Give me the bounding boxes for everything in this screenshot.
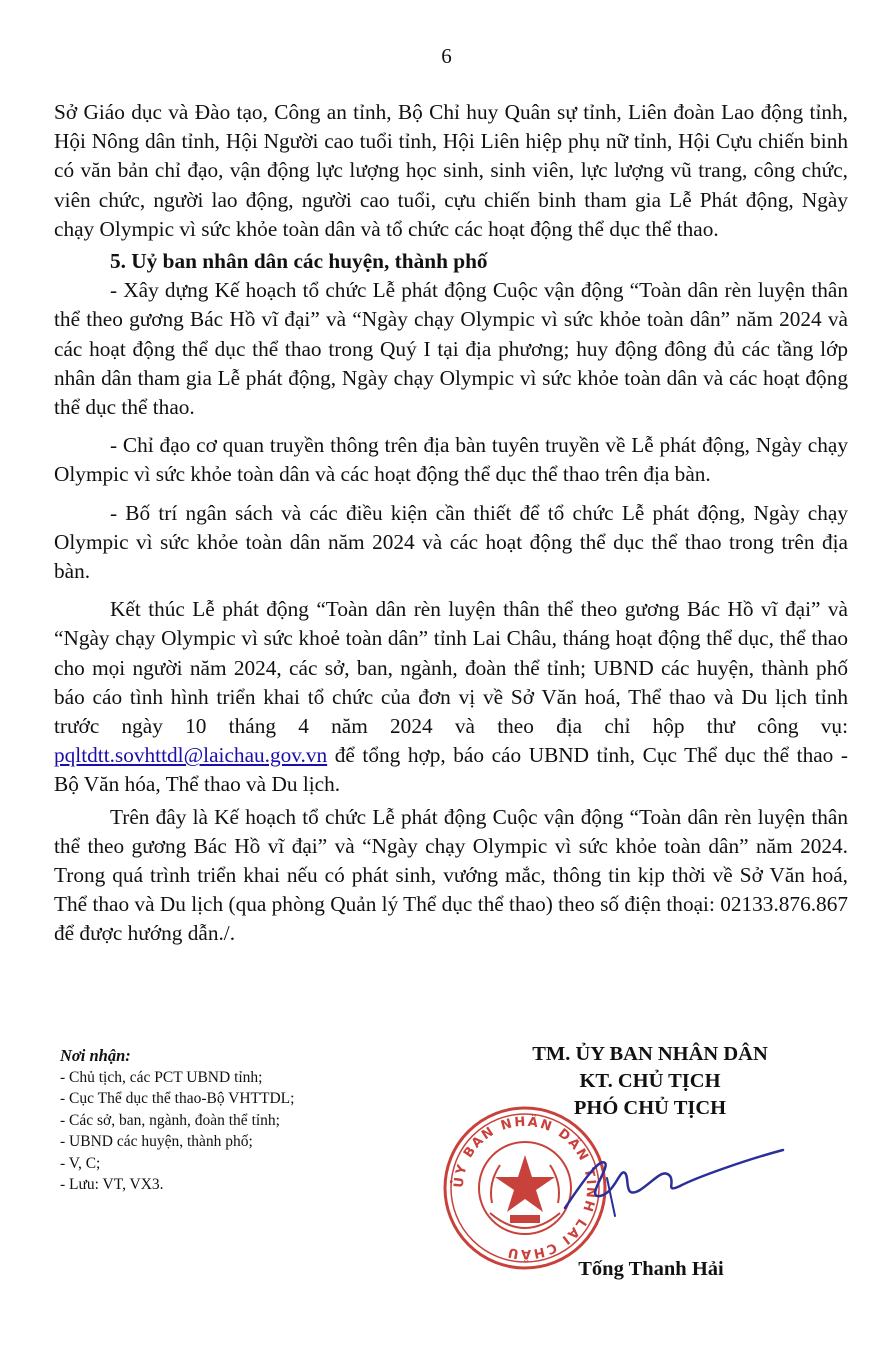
handwritten-signature-icon xyxy=(545,1138,785,1218)
paragraph-media: - Chỉ đạo cơ quan truyền thông trên địa bàn tuyên truyền về Lễ phát động, Ngày chạy Olympic vì sức khỏe toàn dân và các hoạt động thể dục thể thao trên địa bàn. xyxy=(54,433,848,487)
report-text: Kết thúc Lễ phát động “Toàn dân rèn luyện thân thể theo gương Bác Hồ vĩ đại” và “Ngày chạy Olympic vì sức khoẻ toàn dân” tỉnh Lai Châu, tháng hoạt động thể dục, thể thao cho mọi người năm 2024, các sở, ban, ngành, đoàn thể tỉnh; UBND các huyện, thành phố báo cáo tình hình triển khai tổ chức của đơn vị về Sở Văn hoá, Thể thao và Du lịch tỉnh trước ngày 10 tháng 4 năm 2024 và theo địa chỉ hộp thư công vụ: xyxy=(54,597,848,739)
report-text-end: để tổng hợp, báo cáo UBND tỉnh, Cục Thể dục thể thao - Bộ Văn hóa, Thể thao và Du lịch. xyxy=(54,743,848,797)
section-heading: 5. Uỷ ban nhân dân các huyện, thành phố xyxy=(110,249,488,274)
paragraph-report xyxy=(54,595,848,799)
recipient-item: - Cục Thể dục thể thao-Bộ VHTTDL; xyxy=(60,1090,295,1107)
page-number: 6 xyxy=(441,44,452,68)
email-link[interactable]: pqltdtt.sovhttdl@laichau.gov.vn xyxy=(54,743,328,768)
recipients-block xyxy=(60,1045,420,1196)
signer-name: Tống Thanh Hải xyxy=(578,1258,724,1280)
paragraph-continuation: Sở Giáo dục và Đào tạo, Công an tỉnh, Bộ Chỉ huy Quân sự tỉnh, Liên đoàn Lao động tỉnh, Hội Nông dân tỉnh, Hội Người cao tuổi tỉnh, Hội Liên hiệp phụ nữ tỉnh, Hội Cựu chiến binh có văn bản chỉ đạo, vận động lực lượng học sinh, sinh viên, lực lượng vũ trang, công chức, viên chức, người lao động, người cao tuổi, cựu chiến binh tham gia Lễ Phát động, Ngày chạy Olympic vì sức khỏe toàn dân và tổ chức các hoạt động thể dục thể thao. xyxy=(54,100,848,241)
recipient-item: - UBND các huyện, thành phố; xyxy=(60,1133,253,1150)
document-body xyxy=(54,98,848,952)
recipient-item: - Lưu: VT, VX3. xyxy=(60,1176,164,1193)
seal-text: ỦY BAN NHÂN DÂN TỈNH LAI CHÂU xyxy=(451,1114,599,1262)
signature-title-line1: TM. ỦY BAN NHÂN DÂN xyxy=(532,1043,768,1065)
paragraph-budget: - Bố trí ngân sách và các điều kiện cần thiết để tổ chức Lễ phát động, Ngày chạy Olympic vì sức khỏe toàn dân năm 2024 và các hoạt động thể dục thể thao trong trên địa bàn. xyxy=(54,500,848,584)
paragraph-closing: Trên đây là Kế hoạch tổ chức Lễ phát động Cuộc vận động “Toàn dân rèn luyện thân thể theo gương Bác Hồ vĩ đại” và “Ngày chạy Olympic vì sức khỏe toàn dân” năm 2024. Trong quá trình triển khai nếu có phát sinh, vướng mắc, thông tin kịp thời về Sở Văn hoá, Thể thao và Du lịch (qua phòng Quản lý Thể dục thể thao) theo số điện thoại: 02133.876.867 để được hướng dẫn./. xyxy=(54,804,848,946)
recipients-title: Nơi nhận: xyxy=(60,1046,131,1065)
signature-title-line3: PHÓ CHỦ TỊCH xyxy=(573,1097,727,1119)
recipients-list xyxy=(60,1067,420,1196)
recipient-item: - Các sở, ban, ngành, đoàn thể tỉnh; xyxy=(60,1111,280,1129)
recipient-item: - V, C; xyxy=(60,1154,101,1172)
paragraph-plan: - Xây dựng Kế hoạch tổ chức Lễ phát động Cuộc vận động “Toàn dân rèn luyện thân thể theo gương Bác Hồ vĩ đại” và “Ngày chạy Olympic vì sức khỏe toàn dân” năm 2024 và các hoạt động thể dục thể thao trong Quý I tại địa phương; huy động đông đủ các tầng lớp nhân dân tham gia Lễ phát động, Ngày chạy Olympic vì sức khỏe toàn dân và các hoạt động thể dục thể thao. xyxy=(54,278,848,420)
recipient-item: - Chủ tịch, các PCT UBND tỉnh; xyxy=(60,1068,263,1086)
signature-block xyxy=(450,1043,850,1303)
signature-title-line2: KT. CHỦ TỊCH xyxy=(579,1070,721,1092)
